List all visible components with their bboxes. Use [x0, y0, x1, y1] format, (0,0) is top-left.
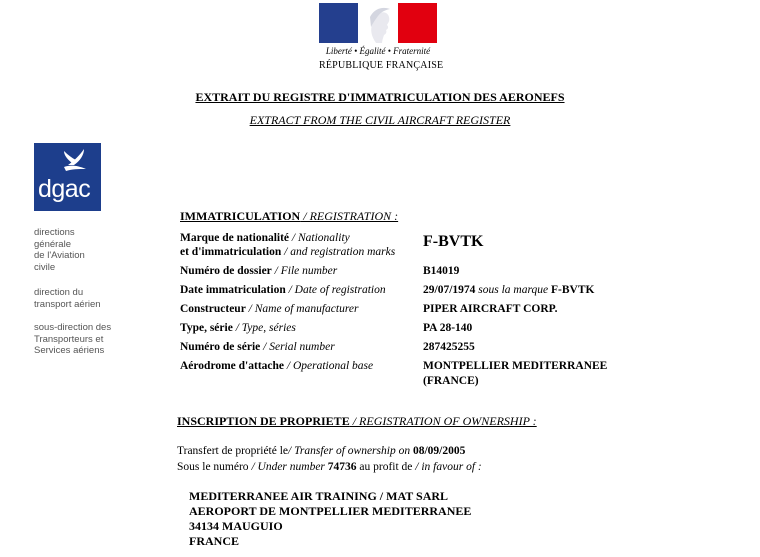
ownership-heading: INSCRIPTION DE PROPRIETE / REGISTRATION OF OWNERSHIP :: [177, 414, 537, 428]
dgac-logo: [34, 143, 101, 211]
owner-postal-line: 34134 MAUGUIO: [189, 519, 283, 533]
dgac-direction-block: directions générale de l'Aviation civile: [34, 227, 85, 273]
motto: Liberté • Égalité • Fraternité: [325, 46, 431, 56]
registration-heading: IMMATRICULATION / REGISTRATION :: [180, 209, 399, 223]
operational-base-label: Aérodrome d'attache / Operational base: [180, 360, 374, 372]
marianne-flag-icon: [319, 3, 437, 43]
registration-date-value: 29/07/1974 sous la marque F-BVTK: [423, 284, 595, 296]
republique-francaise-logo: [319, 3, 444, 75]
file-number-value: B14019: [423, 265, 460, 277]
type-label: Type, série / Type, séries: [180, 322, 296, 334]
owner-address-line: AEROPORT DE MONTPELLIER MEDITERRANEE: [189, 504, 472, 518]
manufacturer-label: Constructeur / Name of manufacturer: [180, 303, 359, 315]
transfer-line: Transfert de propriété le/ Transfer of ownership on 08/09/2005: [177, 445, 466, 457]
manufacturer-value: PIPER AIRCRAFT CORP.: [423, 303, 558, 315]
serial-number-value: 287425255: [423, 341, 475, 353]
registration-mark-value: F-BVTK: [423, 233, 484, 250]
type-value: PA 28-140: [423, 322, 473, 334]
dgac-logo-text: dgac: [38, 175, 91, 203]
document-title-fr: EXTRAIT DU REGISTRE D'IMMATRICULATION DES AERONEFS: [195, 90, 565, 104]
republique-francaise-text: RÉPUBLIQUE FRANÇAISE: [319, 60, 444, 71]
owner-name: MEDITERRANEE AIR TRAINING / MAT SARL: [189, 489, 449, 503]
registration-date-label: Date immatriculation / Date of registration: [180, 284, 386, 296]
dgac-transport-block: direction du transport aérien: [34, 287, 101, 310]
file-number-label: Numéro de dossier / File number: [180, 265, 338, 277]
nationality-label: Marque de nationalité / Nationality et d'immatriculation / and registration marks: [180, 232, 396, 258]
owner-country: FRANCE: [189, 534, 239, 548]
document-title-en: EXTRACT FROM THE CIVIL AIRCRAFT REGISTER: [249, 113, 511, 127]
operational-base-value: MONTPELLIER MEDITERRANEE (FRANCE): [423, 360, 608, 387]
serial-number-label: Numéro de série / Serial number: [180, 341, 335, 353]
under-number-line: Sous le numéro / Under number 74736 au profit de / in favour of :: [177, 461, 482, 473]
bird-icon: [34, 143, 101, 179]
dgac-subdirection-block: sous-direction des Transporteurs et Services aériens: [34, 322, 112, 356]
